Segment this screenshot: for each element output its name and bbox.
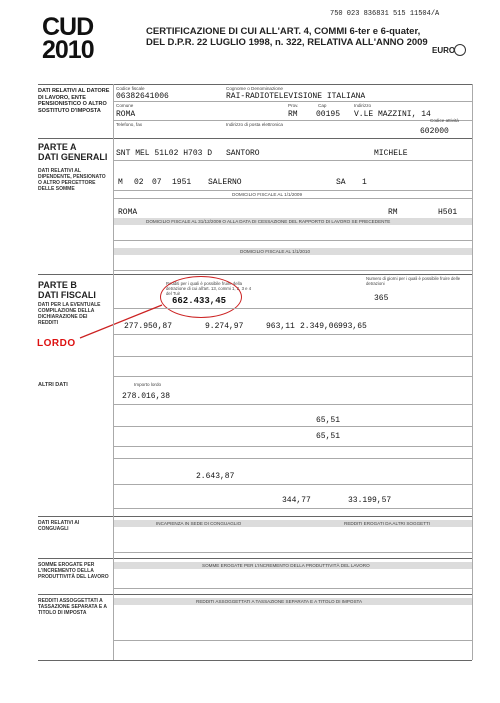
currency-label: EURO — [432, 46, 456, 55]
redditi-label: Redditi per i quali è possibile fruire della detrazione di cui all'art. 13, commi 1, 2, 3 e 4 del Tuir — [166, 281, 252, 296]
redditi-detrazione-value: 662.433,45 — [172, 296, 227, 306]
email-label: Indirizzo di posta elettronica — [226, 122, 283, 127]
ritenute-irpef: 277.950,87 — [124, 322, 173, 331]
divider — [114, 376, 472, 377]
parte-a-subtitle: DATI GENERALI — [38, 152, 108, 162]
domicilio-comune: ROMA — [118, 208, 138, 217]
parte-b-subtitle: DATI FISCALI — [38, 290, 96, 300]
comune-nascita: SALERNO — [208, 178, 242, 187]
divider — [114, 640, 472, 641]
saldo-2009: 2.349,06 — [300, 322, 339, 331]
divider — [38, 660, 472, 661]
contributi-previdenza-value: 2.643,87 — [196, 472, 235, 481]
nascita-giorno: 02 — [134, 178, 144, 187]
parte-b-title: PARTE B — [38, 280, 77, 290]
divider — [114, 484, 472, 485]
nascita-anno: 1951 — [172, 178, 192, 187]
divider — [114, 458, 472, 459]
divider — [114, 426, 472, 427]
datore-indirizzo: V.LE MAZZINI, 14 — [354, 110, 431, 119]
percettore-sesso: M — [118, 178, 123, 187]
acconto-2010: 993,65 — [338, 322, 367, 331]
importo-lordo-value: 278.016,38 — [122, 392, 171, 401]
oneri-deducibili-value: 344,77 — [282, 496, 311, 505]
percettore-codice-fiscale: SNT MEL 51L02 H703 D — [116, 149, 213, 158]
divider — [38, 558, 472, 559]
indirizzo-label: Indirizzo — [354, 103, 372, 108]
parte-a-description: DATI RELATIVI AL DIPENDENTE, PENSIONATO O ALTRO PERCETTORE DELLE SOMME — [38, 168, 106, 192]
codice-attivita-label: Codice attività — [430, 118, 459, 123]
detrazioni-lavoro-value: 65,51 — [316, 416, 341, 425]
somme-produttivita-label: SOMME EROGATE PER L'INCREMENTO DELLA PRODUTTIVITÀ DEL LAVORO — [202, 563, 370, 568]
divider — [38, 516, 472, 517]
comune-label: Comune — [116, 103, 134, 108]
cert-line-2: DEL D.P.R. 22 LUGLIO 1998, n. 322, RELATIVA ALL'ANNO 2009 — [146, 37, 428, 48]
totale-oneri-value: 33.199,57 — [348, 496, 392, 505]
domicilio-codice-comune: H501 — [438, 208, 458, 217]
nascita-mese: 07 — [152, 178, 162, 187]
datore-cap: 00195 — [316, 110, 341, 119]
divider — [114, 404, 472, 405]
categorie-particolari: 1 — [362, 178, 367, 187]
prov-nascita: SA — [336, 178, 346, 187]
parte-a-title: PARTE A — [38, 142, 77, 152]
datore-codice-fiscale: 06382641006 — [116, 92, 169, 101]
form-right-border — [472, 84, 473, 660]
logo-title: CUD — [42, 13, 94, 41]
conguagli-label: DATI RELATIVI AI CONGUAGLI — [38, 520, 80, 532]
datore-denominazione: RAI-RADIOTELEVISIONE ITALIANA — [226, 92, 366, 101]
redditi-separata-sidebar: REDDITI ASSOGGETTATI A TASSAZIONE SEPARATA E A TITOLO DI IMPOSTA — [38, 598, 107, 616]
datore-comune: ROMA — [116, 110, 136, 119]
parte-b-description: DATI PER LA EVENTUALE COMPILAZIONE DELLA DICHIARAZIONE DEI REDDITI — [38, 302, 101, 326]
percettore-cognome: SANTORO — [226, 149, 260, 158]
cert-line-1: CERTIFICAZIONE DI CUI ALL'ART. 4, COMMI 6-ter e 6-quater, — [146, 26, 421, 37]
giorni-label: Numero di giorni per i quali è possibile fruire delle detrazioni — [366, 276, 461, 286]
divider — [38, 594, 472, 595]
form-left-border — [113, 84, 114, 660]
redditi-altri-soggetti-label: REDDITI EROGATI DA ALTRI SOGGETTI — [344, 521, 431, 526]
datore-codice-attivita: 602000 — [420, 127, 449, 136]
datore-prov: RM — [288, 110, 298, 119]
lordo-annotation: LORDO — [37, 338, 76, 349]
divider — [114, 588, 472, 589]
codice-fiscale-label: Codice fiscale — [116, 86, 145, 91]
percettore-nome: MICHELE — [374, 149, 408, 158]
importo-lordo-label: Importo lordo — [134, 382, 162, 387]
detrazioni-lavoro-value-2: 65,51 — [316, 432, 341, 441]
divider — [114, 552, 472, 553]
telefono-label: Telefono, fax — [116, 122, 143, 127]
giorni-detrazione-value: 365 — [374, 294, 389, 303]
divider — [114, 356, 472, 357]
altri-dati-label: ALTRI DATI — [38, 382, 68, 388]
denominazione-label: Cognome o Denominazione — [226, 86, 283, 91]
barcode-text: 750 023 836831 515 11504/A — [330, 10, 440, 18]
cap-label: Cap — [318, 103, 327, 108]
divider — [114, 508, 472, 509]
divider — [114, 446, 472, 447]
acconto-2009: 963,11 — [266, 322, 295, 331]
domicilio-label-cessazione: DOMICILIO FISCALE AL 31/12/2009 O ALLA DATA DI CESSAZIONE DEL RAPPORTO DI LAVORO SE PRECEDENTE — [146, 219, 391, 224]
addizionale-regionale: 9.274,97 — [205, 322, 244, 331]
domicilio-prov: RM — [388, 208, 398, 217]
datore-section-label: DATI RELATIVI AL DATORE DI LAVORO, ENTE PENSIONISTICO O ALTRO SOSTITUTO D'IMPOSTA — [38, 88, 110, 114]
somme-produttivita-sidebar: SOMME EROGATE PER L'INCREMENTO DELLA PRODUTTIVITÀ DEL LAVORO — [38, 562, 109, 580]
logo-year: 2010 — [42, 36, 94, 64]
prov-label: Prov. — [288, 103, 299, 108]
redditi-separata-label: REDDITI ASSOGGETTATI A TASSAZIONE SEPARATA E A TITOLO DI IMPOSTA — [196, 599, 363, 604]
domicilio-label-2010: DOMICILIO FISCALE AL 1/1/2010 — [240, 249, 311, 254]
incapienza-label: INCAPIENZA IN SEDE DI CONGUAGLIO — [156, 521, 242, 526]
domicilio-label-2009: DOMICILIO FISCALE AL 1/1/2009 — [232, 192, 303, 197]
